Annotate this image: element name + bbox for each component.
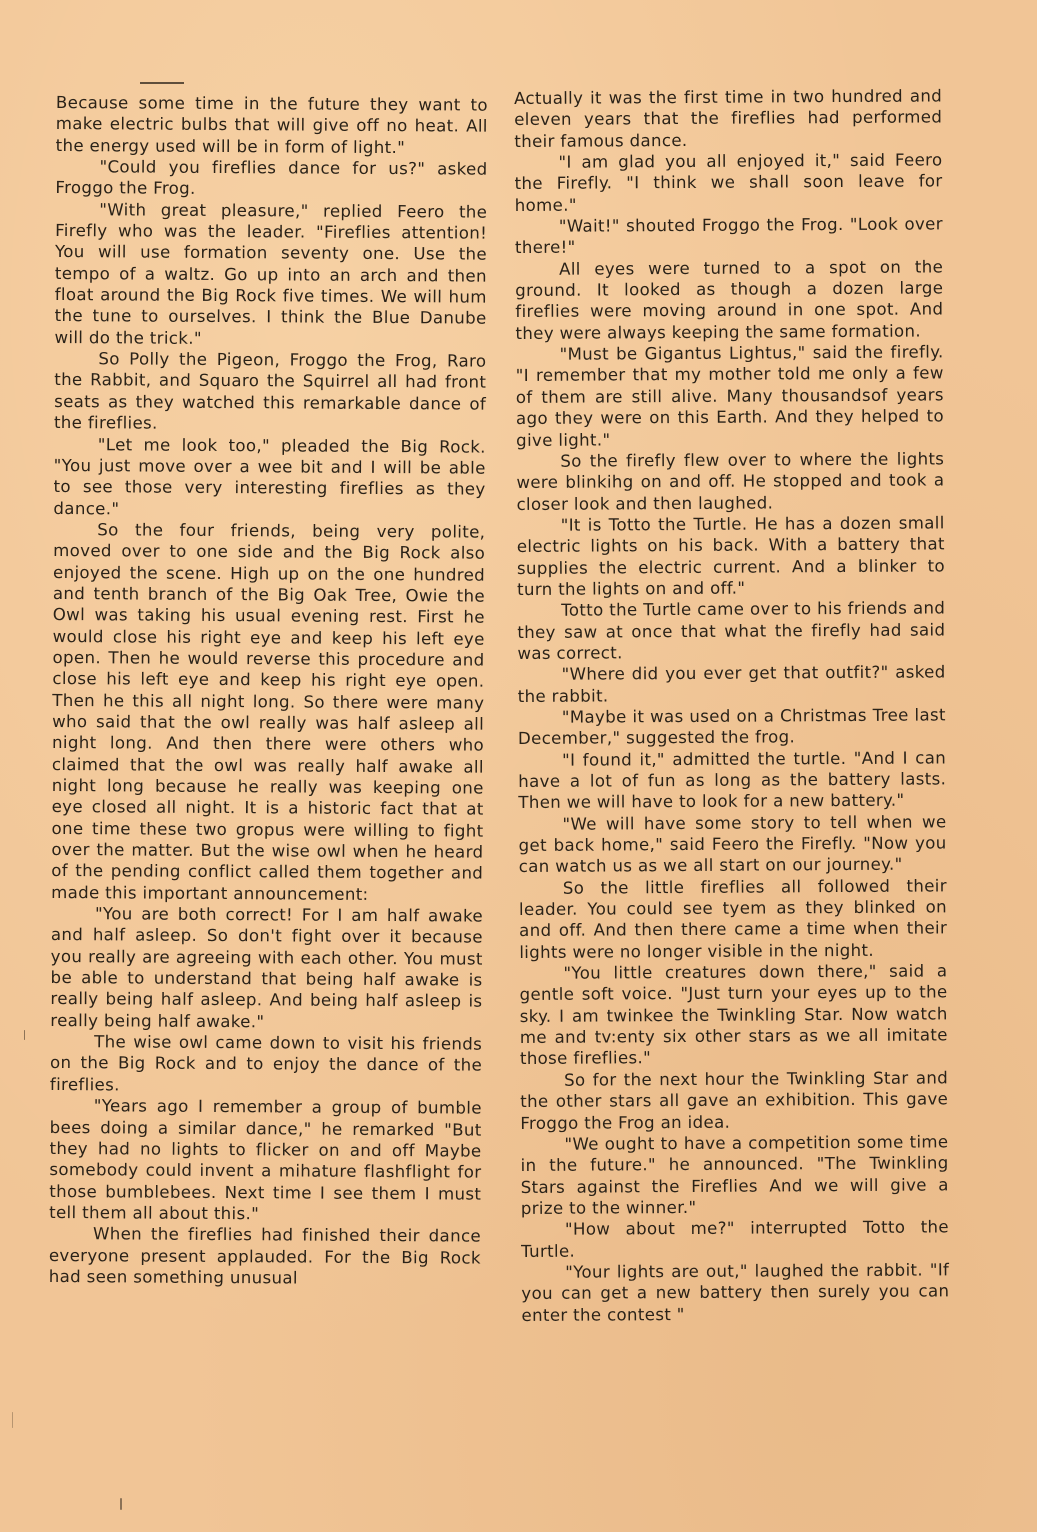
paragraph: All eyes were turned to a spot on the ground. It looked as though a dozen large fireflies were moving around in one spot. And they were always keeping the same formation. (515, 257, 944, 343)
paragraph: "I am glad you all enjoyed it," said Feero the Firefly. "I think we shall soon leave for home." (514, 150, 943, 215)
paragraph: "I found it," admitted the turtle. "And I can have a lot of fun as long as the battery lasts. Then we will have to look for a new battery." (518, 748, 947, 813)
paragraph: "Could you fireflies dance for us?" asked Froggo the Frog. (55, 157, 488, 199)
paragraph: "Must be Gigantus Lightus," said the firefly. "I remember that my mother told me only a few of them are still alive. Many thousandsof years ago they were on this Earth. And they helped to give light." (515, 342, 945, 450)
paragraph: Totto the Turtle came over to his friends and they saw at once that what the firefly had said was correct. (517, 598, 946, 663)
paragraph: When the fireflies had finished their dance everyone present applauded. For the Big Rock had seen something unusual (48, 1224, 482, 1288)
paragraph: So for the next hour the Twinkling Star and the other stars all gave an exhibition. This gave Froggo the Frog an idea. (520, 1068, 949, 1133)
paragraph: So the four friends, being very polite, moved over to one side and the Big Rock also enjoyed the scene. High up on the one hundred and tenth branch of the Big Oak Tree, Owie the Owl was taking his usual evening rest. First he would close his right eye and keep his left eye open. Then he would reverse this procedure and close his left eye and keep his right eye open. Then he this all night long. So there were many who said that the owl really was half asleep all night long. And then there were others who claimed that the owl was really half awake all night long because he really was keeping one eye closed all night. It is a historic fact that at one time these two gropus were willing to fight over the matter. But the wise owl when he heard of the pending conflict called them together and made this important announcement: (51, 520, 486, 904)
paragraph: "We ought to have a competition some time in the future." he announced. "The Twinkling Stars against the Fireflies And we will give a prize to the winner." (520, 1132, 949, 1218)
right-text-column (514, 85, 950, 1326)
paragraph: The wise owl came down to visit his friends on the Big Rock and to enjoy the dance of the fireflies. (49, 1032, 483, 1095)
paragraph: "Let me look too," pleaded the Big Rock. "You just move over a wee bit and I will be able to see those very interesting fireflies as they dance." (53, 434, 486, 518)
paragraph: "Your lights are out," laughed the rabbit. "If you can get a new battery then surely you can enter the contest " (521, 1260, 950, 1325)
paragraph: "Maybe it was used on a Christmas Tree last December," suggested the frog. (517, 705, 946, 749)
paragraph: "You little creatures down there," said a gentle soft voice. "Just turn your eyes up to the sky. I am twinkee the Twinkling Star. Now watch me and tv:enty six other stars as we all imitate those fireflies." (519, 961, 948, 1069)
print-speck (12, 1412, 13, 1428)
paragraph: "You are both correct! For I am half awake and half asleep. So don't fight over it because you really are agreeing with each other. You must be able to understand that being half awake is really being half asleep. And being half asleep is really being half awake." (50, 904, 484, 1032)
paragraph: "With great pleasure," replied Feero the Firefly who was the leader. "Fireflies attention! You will use formation seventy one. Use the tempo of a waltz. Go up into an arch and then float around the Big Rock five times. We will hum the tune to ourselves. I think the Blue Danube will do the trick." (54, 199, 488, 348)
paragraph: "We will have some story to tell when we get back home," said Feero the Firefly. "Now you can watch us as we all start on our journey." (518, 812, 947, 877)
top-rule-mark (140, 82, 184, 84)
paragraph: "How about me?" interrupted Totto the Turtle. (521, 1217, 950, 1261)
paragraph: Because some time in the future they want to make electric bulbs that will give off no heat. All the energy used will be in form of light." (55, 92, 488, 157)
paragraph: "It is Totto the Turtle. He has a dozen small electric lights on his back. With a battery that supplies the electric current. And a blinker to turn the lights on and off." (516, 513, 945, 599)
paragraph: "Wait!" shouted Froggo the Frog. "Look over there!" (514, 214, 943, 258)
paragraph: "Years ago I remember a group of bumble bees doing a similar dance," he remarked "But they had no lights to flicker on and off Maybe somebody could invent a mihature flashflight for those bumblebees. Next time I see them I must tell them all about this." (49, 1096, 482, 1224)
paragraph: So Polly the Pigeon, Froggo the Frog, Raro the Rabbit, and Squaro the Squirrel all had front seats as they watched this remarkable dance of the fireflies. (53, 349, 487, 433)
paragraph: Actually it was the first time in two hundred and eleven years that the fireflies had performed their famous dance. (514, 86, 943, 151)
left-text-column (49, 92, 488, 1290)
print-speck (120, 1498, 122, 1510)
paragraph: So the firefly flew over to where the lights were blinkihg on and off. He stopped and took a closer look and then laughed. (516, 449, 945, 514)
paragraph: So the little fireflies all followed their leader. You could see tyem as they blinked on and off. And then there came a time when their lights were no longer visible in the night. (518, 876, 948, 962)
paragraph: "Where did you ever get that outfit?" asked the rabbit. (517, 662, 946, 706)
print-speck (24, 1030, 25, 1040)
